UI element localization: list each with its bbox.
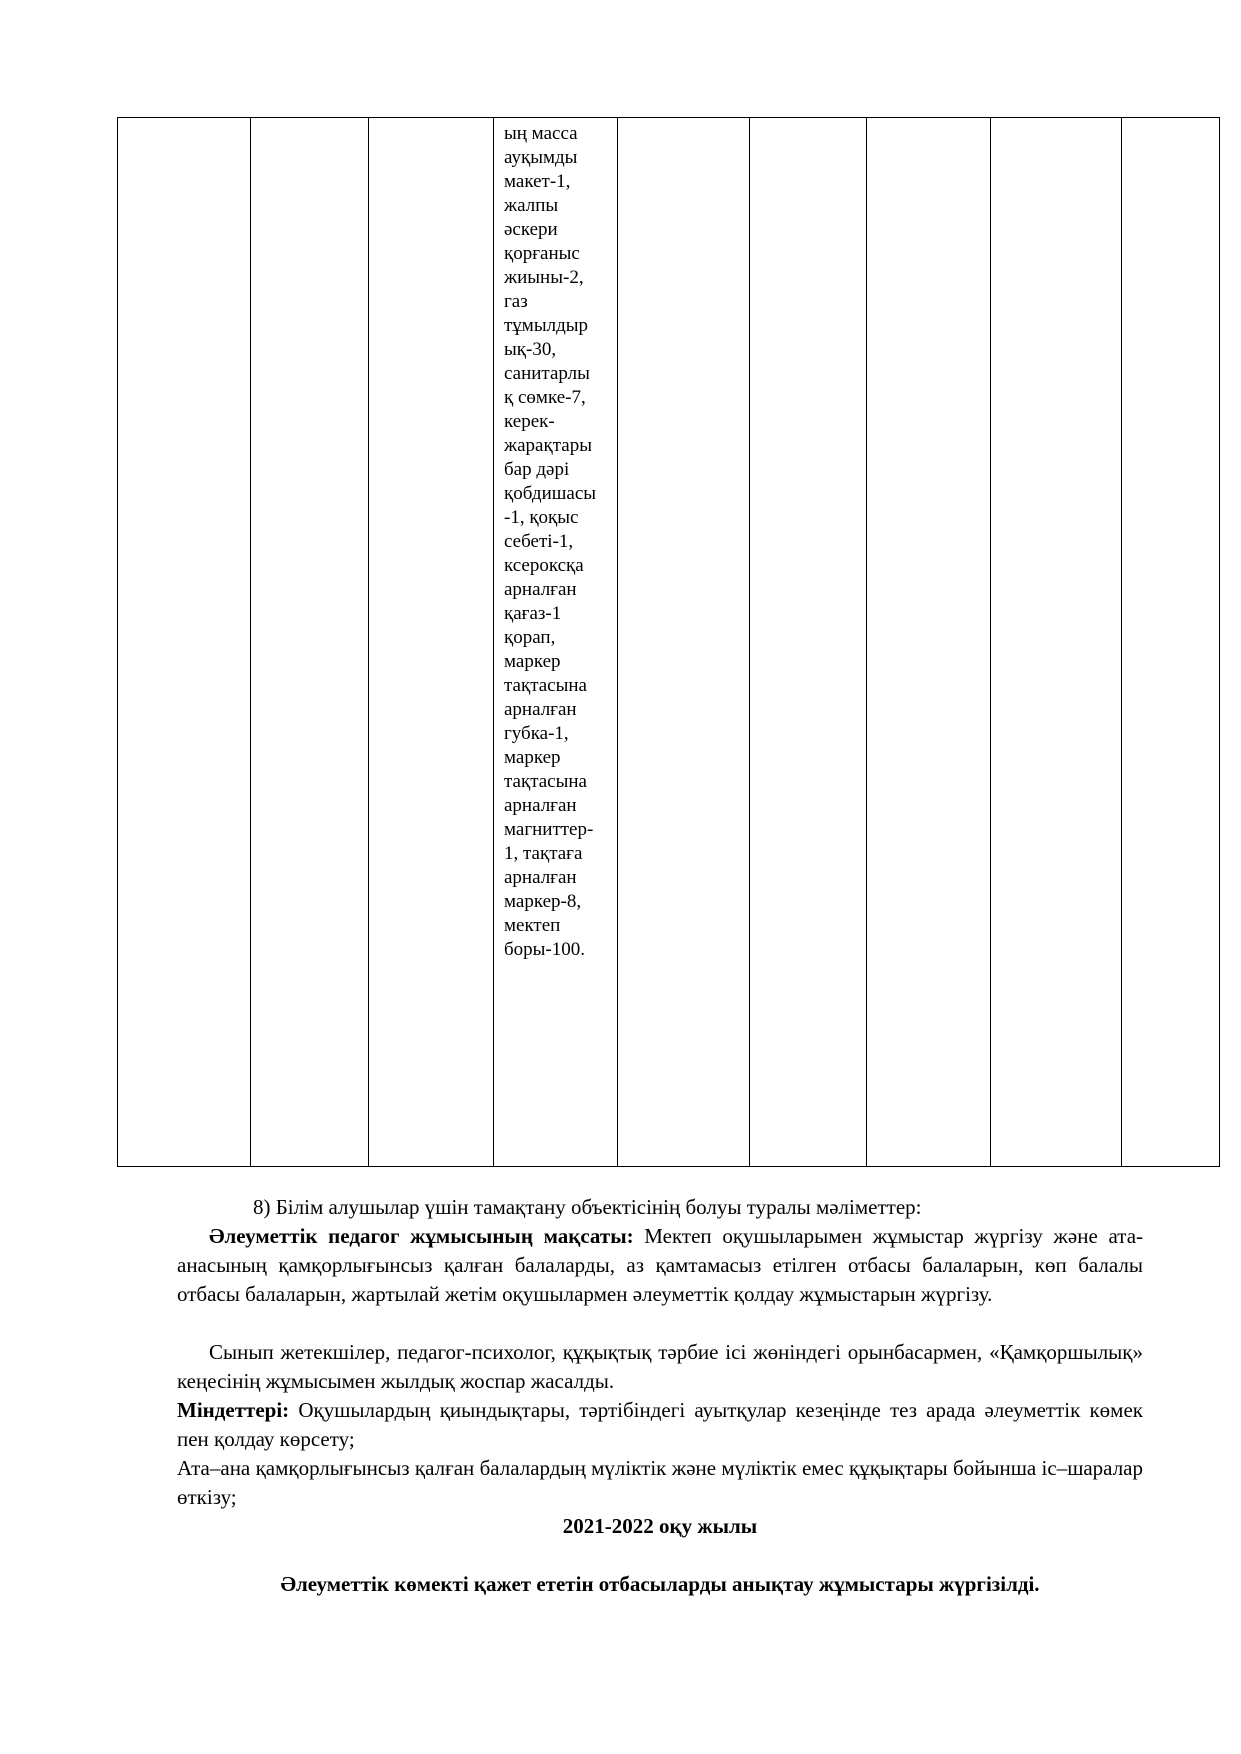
tasks-paragraph bbox=[177, 1396, 1143, 1454]
goal-label: Әлеуметтік педагог жұмысының мақсаты: bbox=[209, 1224, 634, 1248]
year-title: 2021-2022 оқу жылы bbox=[562, 1514, 758, 1538]
data-table bbox=[117, 117, 1220, 1167]
table-cell-equipment-list: ың масса ауқымды макет-1, жалпы әскери қорғаныс жиыны-2, газ тұмылдыр ық-30, санитарлы қ сөмке-7, керек- жарақтары бар дәрі қобдишасы -1, қоқыс себеті-1, ксероксқа арналған қағаз-1 қорап, маркер тақтасына арналған губка-1, маркер тақтасына арналған магниттер- 1, тақтаға арналған маркер-8, мектеп боры-100. bbox=[504, 123, 597, 960]
rights-paragraph: Ата–ана қамқорлығынсыз қалған балалардың мүліктік және мүліктік емес құқықтары бойынша іс–шаралар өткізу; bbox=[177, 1456, 1143, 1509]
tasks-text: Оқушылардың қиындықтары, тәртібіндегі ауытқулар кезеңінде тез арада әлеуметтік көмек пен қолдау көрсету; bbox=[177, 1398, 1143, 1451]
table-column-divider bbox=[368, 118, 369, 1166]
table-column-divider bbox=[1121, 118, 1122, 1166]
plan-paragraph: Сынып жетекшілер, педагог-психолог, құқықтық тәрбие ісі жөніндегі орынбасармен, «Қамқоршылық» кеңесінің жұмысымен жылдық жоспар жасалды. bbox=[177, 1340, 1143, 1393]
table-column-divider bbox=[990, 118, 991, 1166]
table-column-divider bbox=[749, 118, 750, 1166]
table-column-divider bbox=[493, 118, 494, 1166]
table-column-divider bbox=[250, 118, 251, 1166]
families-title: Әлеуметтік көмекті қажет ететін отбасыларды анықтау жұмыстары жүргізілді. bbox=[280, 1572, 1040, 1596]
goal-text: Мектеп оқушыларымен жұмыстар жүргізу және ата-анасының қамқорлығынсыз қалған балаларды, аз қамтамасыз етілген отбасы балаларын, көп балалы отбасы балаларын, жартылай жетім оқушылармен әлеуметтік қолдау жұмыстарын жүргізу. bbox=[177, 1224, 1144, 1306]
tasks-label: Міндеттері: bbox=[177, 1398, 290, 1422]
item-8-heading: 8) Білім алушылар үшін тамақтану объектісінің болуы туралы мәліметтер: bbox=[253, 1195, 922, 1219]
goal-paragraph bbox=[177, 1222, 1143, 1309]
table-column-divider bbox=[866, 118, 867, 1166]
